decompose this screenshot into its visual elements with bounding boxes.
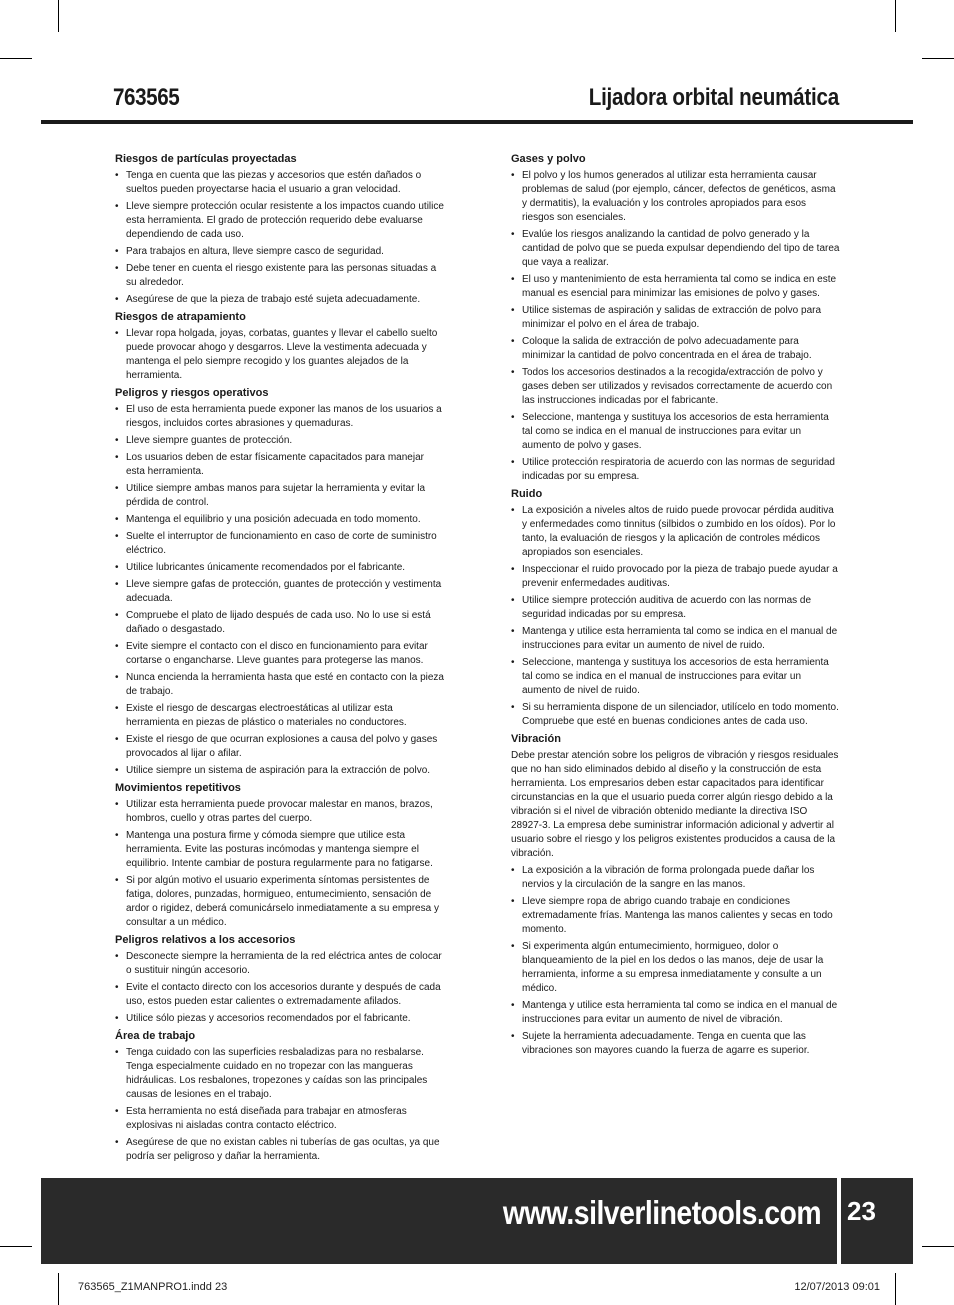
list-item: [511, 563, 841, 591]
bullet-icon: •: [115, 404, 119, 415]
list-item-text: Sujete la herramienta adecuadamente. Tenga en cuenta que las vibraciones son mayores cuando la fuerza de agarre es superior.: [522, 1031, 810, 1056]
list-item: [115, 764, 445, 778]
bullet-list: [115, 1046, 445, 1164]
footer-divider: [837, 1178, 841, 1264]
list-item: [115, 733, 445, 761]
list-item: [115, 702, 445, 730]
list-item: [115, 403, 445, 431]
bullet-icon: •: [115, 562, 119, 573]
list-item: [511, 504, 841, 560]
list-item: [511, 304, 841, 332]
list-item-text: Si por algún motivo el usuario experimenta síntomas persistentes de fatiga, dolores, punzadas, hormigueo, entumecimiento, sensación de ardor o rigidez, deberá comunicárselo inmediatamente a su empresa y consultar a un médico.: [126, 875, 439, 928]
bullet-icon: •: [511, 657, 515, 668]
bullet-icon: •: [115, 328, 119, 339]
list-item: [115, 1046, 445, 1102]
crop-mark: [0, 58, 32, 59]
list-item-text: Utilice siempre un sistema de aspiración para la extracción de polvo.: [126, 765, 431, 776]
list-item-text: Utilizar esta herramienta puede provocar malestar en manos, brazos, hombros, cuello y otras partes del cuerpo.: [126, 799, 433, 824]
list-item: [115, 671, 445, 699]
section: [511, 152, 841, 484]
bullet-icon: •: [115, 610, 119, 621]
crop-mark: [895, 0, 896, 32]
section-heading: Peligros y riesgos operativos: [115, 387, 269, 399]
bullet-icon: •: [115, 294, 119, 305]
section-heading: Riesgos de partículas proyectadas: [115, 153, 297, 165]
list-item: [115, 561, 445, 575]
list-item-text: Existe el riesgo de descargas electroestáticas al utilizar esta herramienta en piezas de plástico o materiales no conductores.: [126, 703, 407, 728]
list-item: [115, 578, 445, 606]
list-item-text: Todos los accesorios destinados a la recogida/extracción de polvo y gases deben ser utilizados y revisados correctamente de acuerdo con las instrucciones indicadas por el fabricante.: [522, 367, 833, 406]
bullet-list: [115, 403, 445, 778]
section: [115, 781, 445, 930]
list-item-text: Mantenga el equilibrio y una posición adecuada en todo momento.: [126, 514, 421, 525]
list-item-text: Utilice protección respiratoria de acuerdo con las normas de seguridad indicadas por su empresa.: [522, 457, 835, 482]
header-rule: [41, 120, 913, 124]
bullet-icon: •: [115, 483, 119, 494]
page-number: 23: [847, 1196, 876, 1226]
list-item-text: Tenga cuidado con las superficies resbaladizas para no resbalarse. Tenga especialmente cuidado en no tropezar con las mangueras hidráulicas. Los resbalones, tropezones y caídas son las principales causas de lesiones en el trabajo.: [126, 1047, 428, 1100]
list-item-text: Mantenga y utilice esta herramienta tal como se indica en el manual de instrucciones para evitar un aumento de nivel de ruido.: [522, 626, 838, 651]
bullet-icon: •: [511, 595, 515, 606]
list-item: [115, 293, 445, 307]
bullet-icon: •: [511, 505, 515, 516]
bullet-icon: •: [511, 865, 515, 876]
crop-mark: [895, 1273, 896, 1305]
bullet-icon: •: [115, 246, 119, 257]
bullet-list: [115, 950, 445, 1026]
bullet-icon: •: [115, 1047, 119, 1058]
list-item-text: Lleve siempre ropa de abrigo cuando trabaje en condiciones extremadamente frías. Mantenga las manos calientes y secas en todo momento.: [522, 896, 833, 935]
list-item-text: El polvo y los humos generados al utilizar esta herramienta causar problemas de salud (por ejemplo, cáncer, defectos de genéticos, asma y dermatitis), la evaluación y los controles apropiados para esos riesgos son esenciales.: [522, 170, 836, 223]
list-item: [511, 335, 841, 363]
crop-mark: [922, 1246, 954, 1247]
list-item: [115, 451, 445, 479]
list-item: [511, 701, 841, 729]
list-item-text: La exposición a niveles altos de ruido puede provocar pérdida auditiva y enfermedades como tinnitus (silbidos o zumbido en los oídos). Por lo tanto, la evaluación de riesgos y la aplicación de controles médicos apropiados son esenciales.: [522, 505, 836, 558]
bullet-icon: •: [115, 672, 119, 683]
bullet-icon: •: [511, 457, 515, 468]
bullet-icon: •: [115, 799, 119, 810]
list-item-text: Utilice siempre ambas manos para sujetar la herramienta y evitar la pérdida de control.: [126, 483, 426, 508]
list-item-text: Mantenga y utilice esta herramienta tal como se indica en el manual de instrucciones para evitar un aumento de nivel de vibración.: [522, 1000, 838, 1025]
slug-filename: 763565_Z1MANPRO1.indd 23: [78, 1281, 228, 1293]
bullet-icon: •: [511, 336, 515, 347]
list-item-text: Lleve siempre protección ocular resistente a los impactos cuando utilice esta herramienta. El grado de protección requerido debe evaluarse dependiendo de cada uso.: [126, 201, 444, 240]
page-header: [113, 84, 839, 118]
bullet-icon: •: [115, 982, 119, 993]
website-url: www.silverlinetools.com: [502, 1194, 821, 1231]
left-column: [115, 152, 445, 1167]
bullet-icon: •: [115, 579, 119, 590]
bullet-icon: •: [511, 626, 515, 637]
list-item: [115, 609, 445, 637]
section-heading: Movimientos repetitivos: [115, 782, 241, 794]
bullet-icon: •: [115, 435, 119, 446]
list-item-text: Utilice lubricantes únicamente recomendados por el fabricante.: [126, 562, 406, 573]
list-item-text: Debe tener en cuenta el riesgo existente para las personas situadas a su alrededor.: [126, 263, 437, 288]
crop-mark: [922, 58, 954, 59]
list-item: [511, 456, 841, 484]
list-item-text: Utilice sistemas de aspiración y salidas de extracción de polvo para minimizar el polvo en el área de trabajo.: [522, 305, 822, 330]
list-item-text: Mantenga una postura firme y cómoda siempre que utilice esta herramienta. Evite las posturas incómodas y mantenga siempre el equilibrio. Intente cambiar de postura regularmente para no fatigarse.: [126, 830, 433, 869]
bullet-icon: •: [511, 896, 515, 907]
list-item: [115, 169, 445, 197]
list-item-text: Seleccione, mantenga y sustituya los accesorios de esta herramienta tal como se indica en el manual de instrucciones para evitar un aumento de nivel de ruido.: [522, 657, 829, 696]
bullet-icon: •: [511, 229, 515, 240]
list-item-text: Evite el contacto directo con los accesorios durante y después de cada uso, estos pueden estar calientes o extremadamente afilados.: [126, 982, 441, 1007]
crop-mark: [0, 1246, 32, 1247]
list-item-text: Los usuarios deben de estar físicamente capacitados para manejar esta herramienta.: [126, 452, 424, 477]
list-item-text: Utilice siempre protección auditiva de acuerdo con las normas de seguridad indicadas por su empresa.: [522, 595, 812, 620]
bullet-icon: •: [115, 1137, 119, 1148]
bullet-icon: •: [115, 875, 119, 886]
bullet-icon: •: [511, 941, 515, 952]
list-item: [511, 273, 841, 301]
bullet-list: [115, 798, 445, 930]
bullet-icon: •: [115, 452, 119, 463]
list-item: [115, 950, 445, 978]
section-heading: Área de trabajo: [115, 1030, 196, 1042]
list-item: [511, 999, 841, 1027]
section: [115, 152, 445, 307]
list-item: [511, 411, 841, 453]
bullet-list: [511, 169, 841, 484]
bullet-icon: •: [115, 170, 119, 181]
list-item-text: Lleve siempre gafas de protección, guantes de protección y vestimenta adecuada.: [126, 579, 442, 604]
right-column: [511, 152, 841, 1061]
list-item: [115, 434, 445, 448]
bullet-icon: •: [511, 305, 515, 316]
bullet-list: [115, 169, 445, 307]
list-item-text: Lleve siempre guantes de protección.: [126, 435, 293, 446]
list-item-text: El uso de esta herramienta puede exponer las manos de los usuarios a riesgos, incluidos cortes abrasiones y quemaduras.: [126, 404, 442, 429]
bullet-icon: •: [115, 531, 119, 542]
section: [511, 487, 841, 729]
crop-mark: [58, 1273, 59, 1305]
section: [511, 732, 841, 1058]
list-item-text: Si su herramienta dispone de un silenciador, utilícelo en todo momento. Compruebe que esté en buenas condiciones antes de cada uso.: [522, 702, 839, 727]
bullet-icon: •: [511, 1031, 515, 1042]
list-item: [511, 594, 841, 622]
list-item: [115, 640, 445, 668]
list-item-text: Evalúe los riesgos analizando la cantidad de polvo generado y la cantidad de polvo que se pueda expulsar dependiendo del tipo de tarea que vaya a realizar.: [522, 229, 840, 268]
section-heading: Vibración: [511, 733, 561, 745]
list-item: [115, 327, 445, 383]
list-item: [511, 366, 841, 408]
product-title: Lijadora orbital neumática: [588, 84, 839, 111]
bullet-list: [511, 864, 841, 1058]
bullet-icon: •: [511, 1000, 515, 1011]
product-code: 763565: [113, 84, 180, 111]
bullet-list: [511, 504, 841, 729]
footer-banner: [41, 1178, 913, 1264]
list-item: [115, 262, 445, 290]
bullet-icon: •: [115, 1106, 119, 1117]
section-intro: Debe prestar atención sobre los peligros de vibración y riesgos residuales que no han sido eliminados debido al diseño y la construcción de esta herramienta. Los empresarios deben estar capacitados para identificar circunstancias en la que el usuario pueda correr algún riesgo debido a la vibración si el nivel de vibración obtenido mediante la directiva ISO 28927-3. La empresa debe suministrar información adicional y advertir al usuario sobre el riesgo y los peligros existentes producidos a causa de la vibración.: [511, 750, 839, 859]
bullet-icon: •: [115, 951, 119, 962]
list-item: [115, 1105, 445, 1133]
bullet-icon: •: [511, 412, 515, 423]
list-item: [511, 656, 841, 698]
bullet-icon: •: [115, 641, 119, 652]
list-item-text: Si experimenta algún entumecimiento, hormigueo, dolor o blanqueamiento de la piel en los dedos o las manos, deje de usar la herramienta, informe a su empresa inmediatamente y consulte a un médico.: [522, 941, 824, 994]
bullet-icon: •: [511, 564, 515, 575]
bullet-icon: •: [511, 367, 515, 378]
bullet-list: [115, 327, 445, 383]
list-item-text: Coloque la salida de extracción de polvo adecuadamente para minimizar la cantidad de polvo concentrada en el área de trabajo.: [522, 336, 812, 361]
list-item-text: Llevar ropa holgada, joyas, corbatas, guantes y llevar el cabello suelto puede provocar ahogo y desgarros. Lleve la vestimenta adecuada y mantenga el pelo siempre recogido y los guantes alejados de la herramienta.: [126, 328, 438, 381]
list-item-text: Existe el riesgo de que ocurran explosiones a causa del polvo y gases provocados al lijar o afilar.: [126, 734, 438, 759]
list-item-text: Tenga en cuenta que las piezas y accesorios que estén dañados o sueltos pueden proyectarse hacia el usuario a gran velocidad.: [126, 170, 422, 195]
bullet-icon: •: [115, 201, 119, 212]
list-item: [511, 940, 841, 996]
list-item: [115, 798, 445, 826]
list-item-text: Utilice sólo piezas y accesorios recomendados por el fabricante.: [126, 1013, 411, 1024]
list-item-text: Compruebe el plato de lijado después de cada uso. No lo use si está dañado o desgastado.: [126, 610, 431, 635]
section-heading: Peligros relativos a los accesorios: [115, 934, 296, 946]
list-item: [115, 200, 445, 242]
list-item: [511, 895, 841, 937]
list-item-text: Inspeccionar el ruido provocado por la pieza de trabajo puede ayudar a prevenir enfermedades auditivas.: [522, 564, 838, 589]
list-item-text: Nunca encienda la herramienta hasta que esté en contacto con la pieza de trabajo.: [126, 672, 444, 697]
list-item-text: Esta herramienta no está diseñada para trabajar en atmosferas explosivas ni aisladas contra contacto eléctrico.: [126, 1106, 407, 1131]
section: [115, 310, 445, 383]
list-item-text: Asegúrese de que la pieza de trabajo esté sujeta adecuadamente.: [126, 294, 421, 305]
list-item: [511, 1030, 841, 1058]
slug-datetime: 12/07/2013 09:01: [794, 1281, 880, 1293]
list-item: [511, 169, 841, 225]
section: [115, 1029, 445, 1164]
bullet-icon: •: [115, 1013, 119, 1024]
section: [115, 386, 445, 778]
list-item: [115, 530, 445, 558]
bullet-icon: •: [115, 514, 119, 525]
bullet-icon: •: [511, 170, 515, 181]
crop-mark: [58, 0, 59, 32]
list-item: [511, 625, 841, 653]
bullet-icon: •: [115, 830, 119, 841]
list-item-text: Seleccione, mantenga y sustituya los accesorios de esta herramienta tal como se indica en el manual de instrucciones para evitar un aumento de polvo y gases.: [522, 412, 829, 451]
list-item-text: La exposición a la vibración de forma prolongada puede dañar los nervios y la circulación de la sangre en las manos.: [522, 865, 815, 890]
bullet-icon: •: [511, 274, 515, 285]
section-heading: Riesgos de atrapamiento: [115, 311, 246, 323]
bullet-icon: •: [115, 703, 119, 714]
section-heading: Gases y polvo: [511, 153, 586, 165]
list-item-text: Asegúrese de que no existan cables ni tuberías de gas ocultas, ya que podría ser peligroso y dañar la herramienta.: [126, 1137, 440, 1162]
list-item-text: El uso y mantenimiento de esta herramienta tal como se indica en este manual es esencial para minimizar las emisiones de polvo y gases.: [522, 274, 837, 299]
list-item: [115, 1136, 445, 1164]
section: [115, 933, 445, 1026]
bullet-icon: •: [511, 702, 515, 713]
bullet-icon: •: [115, 734, 119, 745]
list-item: [511, 228, 841, 270]
list-item: [511, 864, 841, 892]
list-item: [115, 245, 445, 259]
list-item: [115, 513, 445, 527]
list-item-text: Desconecte siempre la herramienta de la red eléctrica antes de colocar o sustituir ningún accesorio.: [126, 951, 442, 976]
list-item-text: Para trabajos en altura, lleve siempre casco de seguridad.: [126, 246, 384, 257]
list-item: [115, 874, 445, 930]
list-item: [115, 829, 445, 871]
list-item-text: Suelte el interruptor de funcionamiento en caso de corte de suministro eléctrico.: [126, 531, 437, 556]
bullet-icon: •: [115, 263, 119, 274]
list-item: [115, 981, 445, 1009]
bullet-icon: •: [115, 765, 119, 776]
section-heading: Ruido: [511, 488, 543, 500]
list-item-text: Evite siempre el contacto con el disco en funcionamiento para evitar cortarse o engancharse. Lleve guantes para protegerse las manos.: [126, 641, 428, 666]
list-item: [115, 1012, 445, 1026]
list-item: [115, 482, 445, 510]
